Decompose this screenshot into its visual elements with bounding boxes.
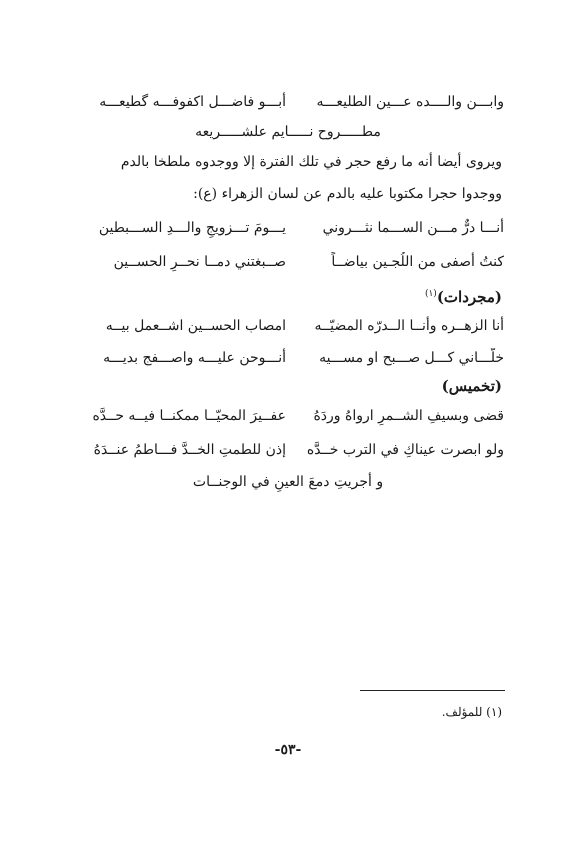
verse-hemistich-left: يـــومَ تـــزويجِ والـــدِ الســـبطين xyxy=(98,220,286,236)
verse-line xyxy=(74,440,504,460)
verse-line xyxy=(74,316,504,336)
verse-hemistich-right: أنـــا درٌّ مـــن الســـما نثـــروني xyxy=(322,220,504,236)
footnote-reference: (١) xyxy=(424,289,437,299)
verse-hemistich-left: إذن للطمتِ الخــدَّ فـــاطمُ عنــدَهُ xyxy=(93,442,286,458)
heading-label: مجردات xyxy=(443,288,495,306)
section-heading-takhmis: (تخميس) xyxy=(441,377,502,395)
section-heading-mujarradat: (مجردات)$^{(١)}$ xyxy=(424,288,502,306)
prose-line: ويروى أيضا أنه ما رفع حجر في تلك الفترة إلا ووجدوه ملطخا بالدم xyxy=(120,154,502,170)
centered-verse: و أجريتِ دمعَ العينِ في الوجنــات xyxy=(192,474,384,490)
verse-hemistich-left: أنـــوحن عليـــه واصـــفج بديـــه xyxy=(103,350,286,366)
verse-hemistich-left: عفــيرَ المحيّــا ممكنــا فيــه حــدَّه xyxy=(92,408,286,424)
verse-line xyxy=(74,348,504,368)
verse-line xyxy=(74,406,504,426)
verse-line xyxy=(74,218,504,238)
verse-hemistich-left: صــبغتني دمــا نحــرِ الحســين xyxy=(113,254,286,270)
page-number: -٥٣- xyxy=(274,742,302,758)
verse-line xyxy=(74,92,504,112)
verse-hemistich-right: ولو ابصرت عيناكِ في الترب خــدَّه xyxy=(306,442,504,458)
centered-verse: مطـــــروح نـــــايم علشـــــريعه xyxy=(195,124,381,140)
verse-hemistich-left: امصاب الحســين اشــعمل بيــه xyxy=(105,318,286,334)
verse-hemistich-right: قضى وبسيفِ الشــمرِ ارواهُ وردَهُ xyxy=(313,408,504,424)
prose-line: ووجدوا حجرا مكتوبا عليه بالدم عن لسان الزهراء (ع): xyxy=(193,186,502,202)
verse-hemistich-right: أنا الزهــره وأنــا الــدرّه المضيّــه xyxy=(314,318,504,334)
verse-hemistich-right: خلّـــاني كـــل صـــبح او مســـيه xyxy=(319,350,504,366)
verse-hemistich-right: وابـــن والــــده عـــين الطليعـــه xyxy=(316,94,504,110)
footnote: (١) للمؤلف. xyxy=(441,705,502,719)
heading-label: تخميس xyxy=(448,377,495,395)
verse-line xyxy=(74,252,504,272)
footnote-divider xyxy=(360,690,505,691)
verse-hemistich-right: كنتُ أصفى من اللُجـين بياضــاً xyxy=(331,254,504,270)
verse-hemistich-left: أبـــو فاضـــل اكفوفـــه گطيعـــه xyxy=(99,94,286,110)
